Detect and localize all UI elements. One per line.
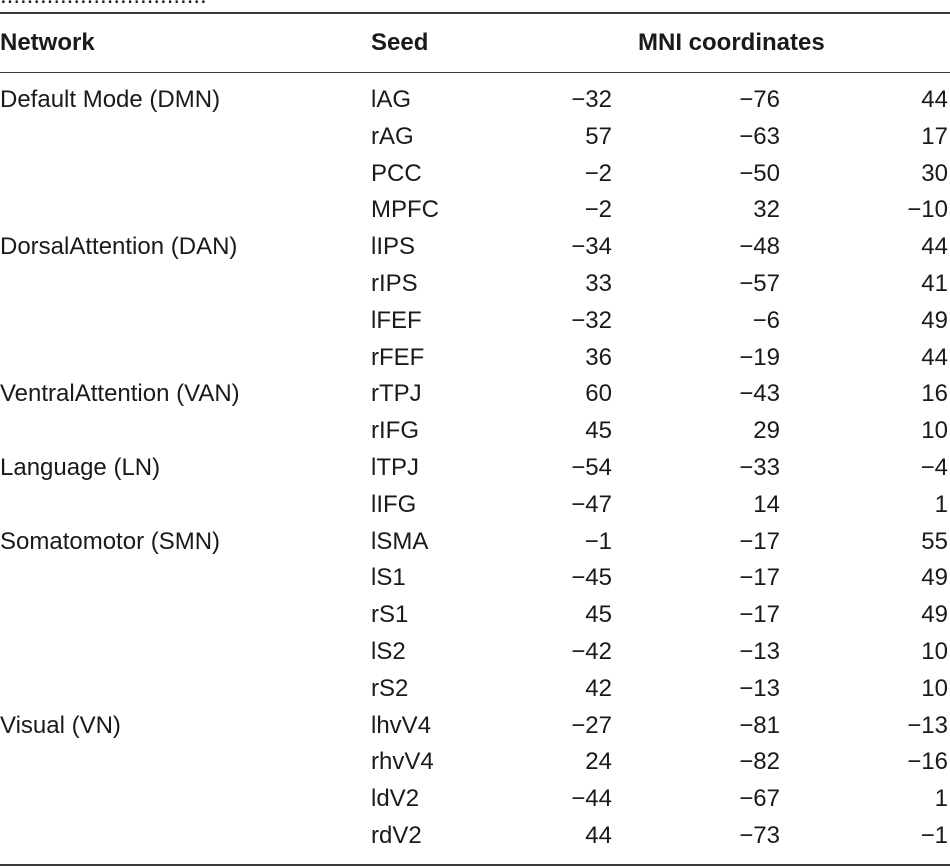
cell-seed: rhvV4 <box>371 748 434 776</box>
table-row <box>0 266 950 303</box>
cell-network: VentralAttention (VAN) <box>0 380 240 408</box>
cell-seed: lAG <box>371 86 412 113</box>
table-row <box>0 781 950 818</box>
header-mni-coordinates: MNI coordinates <box>638 29 825 56</box>
table-row <box>0 634 950 671</box>
cell-network: Default Mode (DMN) <box>0 86 221 113</box>
table-bottom-rule <box>0 864 950 866</box>
cell-seed: rIPS <box>371 269 418 297</box>
cell-mni-x: −32 <box>571 86 612 113</box>
cell-mni-z: −10 <box>907 196 948 224</box>
cell-mni-y: 14 <box>753 490 780 518</box>
cell-mni-y: −43 <box>739 380 780 408</box>
table-row <box>0 818 950 855</box>
table-row <box>0 487 950 524</box>
cell-mni-y: −17 <box>739 564 780 592</box>
cell-mni-x: 42 <box>585 674 612 702</box>
cell-mni-x: 45 <box>585 601 612 629</box>
cell-mni-x: 36 <box>585 343 612 371</box>
table-row <box>0 450 950 487</box>
table-header-rule <box>0 72 950 73</box>
cell-mni-y: 32 <box>753 196 780 224</box>
cell-mni-x: −27 <box>571 711 612 739</box>
cell-mni-y: −13 <box>739 674 780 702</box>
cell-seed: lS1 <box>371 564 406 592</box>
cell-mni-x: 24 <box>585 748 612 776</box>
cell-mni-z: −4 <box>920 453 948 481</box>
table-row <box>0 524 950 561</box>
cell-network: DorsalAttention (DAN) <box>0 233 238 261</box>
cell-mni-x: 33 <box>585 269 612 297</box>
cell-network: Somatomotor (SMN) <box>0 527 221 555</box>
cell-mni-z: 55 <box>921 527 948 555</box>
cell-mni-z: 10 <box>921 674 948 702</box>
cell-seed: lSMA <box>371 527 429 555</box>
cell-mni-y: 29 <box>753 417 780 445</box>
cell-seed: ldV2 <box>371 785 420 813</box>
table-row <box>0 376 950 413</box>
table-row <box>0 413 950 450</box>
cell-seed: lIPS <box>371 233 416 261</box>
cell-mni-y: −76 <box>739 86 780 113</box>
cell-mni-y: −6 <box>752 306 780 334</box>
cell-mni-z: 1 <box>934 785 948 813</box>
cell-seed: rFEF <box>371 343 425 371</box>
cell-seed: PCC <box>371 159 422 187</box>
cell-mni-x: 60 <box>585 380 612 408</box>
cell-network: Visual (VN) <box>0 711 121 739</box>
table-header <box>0 14 950 72</box>
table-body <box>0 82 950 855</box>
cell-seed: lhvV4 <box>371 711 432 739</box>
cell-mni-z: 10 <box>921 637 948 665</box>
cell-mni-z: −16 <box>907 748 948 776</box>
table-row <box>0 156 950 193</box>
cell-mni-z: 1 <box>934 490 948 518</box>
cell-seed: rdV2 <box>371 821 422 849</box>
table-row <box>0 192 950 229</box>
table-row <box>0 303 950 340</box>
cell-mni-x: −54 <box>571 453 612 481</box>
cell-seed: MPFC <box>371 196 439 224</box>
cell-seed: rS1 <box>371 601 409 629</box>
cell-mni-y: −19 <box>739 343 780 371</box>
cell-seed: lTPJ <box>371 453 419 481</box>
cell-mni-z: 49 <box>921 601 948 629</box>
cell-mni-y: −33 <box>739 453 780 481</box>
cell-seed: lIFG <box>371 490 417 518</box>
table-row <box>0 340 950 377</box>
cell-mni-z: −13 <box>907 711 948 739</box>
cell-mni-z: 44 <box>921 233 948 261</box>
cell-mni-z: −1 <box>920 821 948 849</box>
table-row <box>0 82 950 119</box>
cell-mni-x: 44 <box>585 821 612 849</box>
table-row <box>0 671 950 708</box>
cell-mni-x: 57 <box>585 122 612 150</box>
header-network: Network <box>0 29 95 56</box>
cell-seed: rTPJ <box>371 380 422 408</box>
cell-mni-y: −73 <box>739 821 780 849</box>
cell-mni-x: −44 <box>571 785 612 813</box>
cell-mni-x: −45 <box>571 564 612 592</box>
cell-mni-y: −63 <box>739 122 780 150</box>
cell-mni-y: −17 <box>739 601 780 629</box>
table-row <box>0 597 950 634</box>
table-row <box>0 119 950 156</box>
table-row <box>0 744 950 781</box>
cell-mni-z: 49 <box>921 564 948 592</box>
cell-mni-y: −81 <box>739 711 780 739</box>
cell-mni-x: −34 <box>571 233 612 261</box>
cell-mni-x: −32 <box>571 306 612 334</box>
cell-mni-y: −50 <box>739 159 780 187</box>
caption-fragment <box>0 0 207 10</box>
header-seed: Seed <box>371 29 429 56</box>
cell-mni-z: 44 <box>921 343 948 371</box>
table-row <box>0 560 950 597</box>
cell-seed: rIFG <box>371 417 419 445</box>
cell-mni-x: −1 <box>584 527 612 555</box>
cell-mni-z: 30 <box>921 159 948 187</box>
cell-seed: rAG <box>371 122 414 150</box>
cell-mni-y: −17 <box>739 527 780 555</box>
cell-mni-z: 44 <box>921 86 948 113</box>
cell-mni-x: −2 <box>584 196 612 224</box>
cell-mni-y: −67 <box>739 785 780 813</box>
cell-seed: lS2 <box>371 637 406 665</box>
cell-mni-x: −42 <box>571 637 612 665</box>
cell-mni-y: −82 <box>739 748 780 776</box>
cell-mni-z: 41 <box>921 269 948 297</box>
table-row <box>0 229 950 266</box>
table-row <box>0 708 950 745</box>
cell-mni-z: 49 <box>921 306 948 334</box>
cell-mni-z: 10 <box>921 417 948 445</box>
cell-mni-z: 17 <box>921 122 948 150</box>
cell-mni-y: −13 <box>739 637 780 665</box>
cell-seed: rS2 <box>371 674 409 702</box>
cell-network: Language (LN) <box>0 453 161 481</box>
cell-mni-z: 16 <box>921 380 948 408</box>
cell-mni-y: −57 <box>739 269 780 297</box>
cell-seed: lFEF <box>371 306 422 334</box>
cell-mni-x: 45 <box>585 417 612 445</box>
cell-mni-x: −47 <box>571 490 612 518</box>
cell-mni-y: −48 <box>739 233 780 261</box>
cell-mni-x: −2 <box>584 159 612 187</box>
